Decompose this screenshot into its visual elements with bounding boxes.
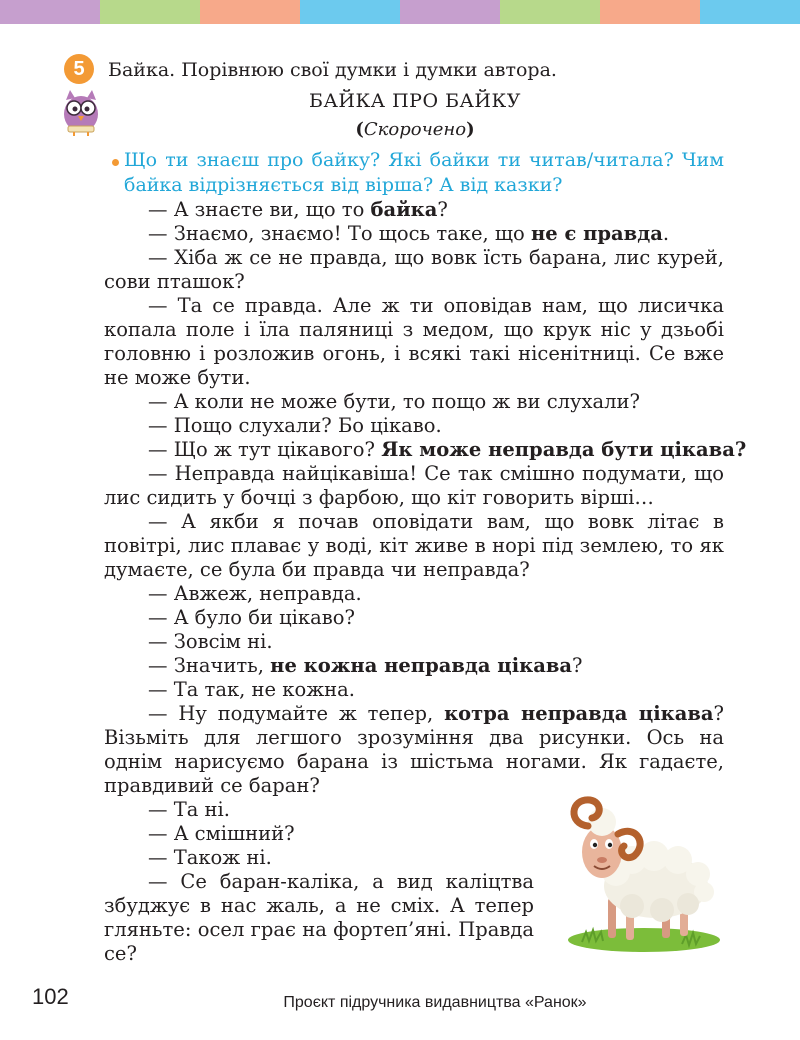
subtitle-note: Скорочено bbox=[363, 119, 467, 140]
paragraph: — Та так, не кожна. bbox=[148, 678, 355, 701]
ram-illustration bbox=[562, 794, 722, 956]
paragraph: — Ну подумайте ж тепер, котра неправда цікава? Візьміть для легшого зрозуміння два рисунки. Ось на однім нарисуємо барана із шістьма ногами. Як гадаєте, правдивий се баран? bbox=[104, 702, 724, 797]
paragraph: — А якби я почав оповідати вам, що вовк літає в повітрі, лис плаває у воді, кіт живе в норі під землею, то як думаєте, се була би правда чи неправда? bbox=[104, 510, 724, 581]
bullet-icon bbox=[112, 159, 119, 166]
task-number-badge: 5 bbox=[64, 54, 94, 84]
color-bar-segment bbox=[200, 0, 300, 24]
paragraph: — А було би цікаво? bbox=[148, 606, 355, 629]
task-heading: Байка. Порівнюю свої думки і думки автора. bbox=[108, 59, 557, 81]
paragraph: — Та се правда. Але ж ти оповідав нам, що лисичка копала поле і їла паляниці з медом, що крук ніс у дзьобі головню і розложив огонь, і всякі такі нісенітниці. Се вже не може бути. bbox=[104, 294, 724, 389]
paragraph: — А коли не може бути, то пощо ж ви слухали? bbox=[148, 390, 640, 413]
subtitle-paren-close: ) bbox=[466, 119, 475, 140]
color-bar-segment bbox=[100, 0, 200, 24]
color-bar-segment bbox=[700, 0, 800, 24]
paragraph: — Значить, не кожна неправда цікава? bbox=[148, 654, 583, 677]
color-bar-segment bbox=[400, 0, 500, 24]
paragraph: — Се баран-каліка, а вид каліцтва збуджує в нас жаль, а не сміх. А тепер гляньте: осел грає на фортеп’яні. Правда се? bbox=[104, 870, 534, 965]
paragraph: — Авжеж, неправда. bbox=[148, 582, 362, 605]
color-bar-segment bbox=[500, 0, 600, 24]
color-bar-segment bbox=[0, 0, 100, 24]
paragraph: — Хіба ж се не правда, що вовк їсть барана, лис курей, сови пташок? bbox=[104, 246, 724, 293]
subtitle-paren-open: ( bbox=[355, 119, 364, 140]
footer-note: Проєкт підручника видавництва «Ранок» bbox=[283, 994, 587, 1011]
paragraph: — Та ні. bbox=[148, 798, 230, 821]
story-title: БАЙКА ПРО БАЙКУ bbox=[309, 90, 521, 112]
question-text: Що ти знаєш про байку? Які байки ти читав/читала? Чим байка відрізняється від вірша? А від казки? bbox=[124, 149, 724, 196]
paragraph: — Пощо слухали? Бо цікаво. bbox=[148, 414, 442, 437]
paragraph: — А смішний? bbox=[148, 822, 295, 845]
paragraph: — Неправда найцікавіша! Се так смішно подумати, що лис сидить у бочці з фарбою, що кіт говорить вірші… bbox=[104, 462, 724, 509]
color-bar-segment bbox=[300, 0, 400, 24]
story-subtitle bbox=[0, 117, 800, 143]
top-color-bar bbox=[0, 0, 800, 24]
paragraph: — Також ні. bbox=[148, 846, 272, 869]
question-block bbox=[124, 148, 724, 198]
paragraph: — Що ж тут цікавого? Як може неправда бути цікава? bbox=[148, 438, 747, 461]
paragraph: — Зовсім ні. bbox=[148, 630, 273, 653]
paragraph: — Знаємо, знаємо! То щось таке, що не є правда. bbox=[148, 222, 670, 245]
paragraph: — А знаєте ви, що то байка? bbox=[148, 198, 448, 221]
page-number: 102 bbox=[32, 984, 69, 1009]
color-bar-segment bbox=[600, 0, 700, 24]
